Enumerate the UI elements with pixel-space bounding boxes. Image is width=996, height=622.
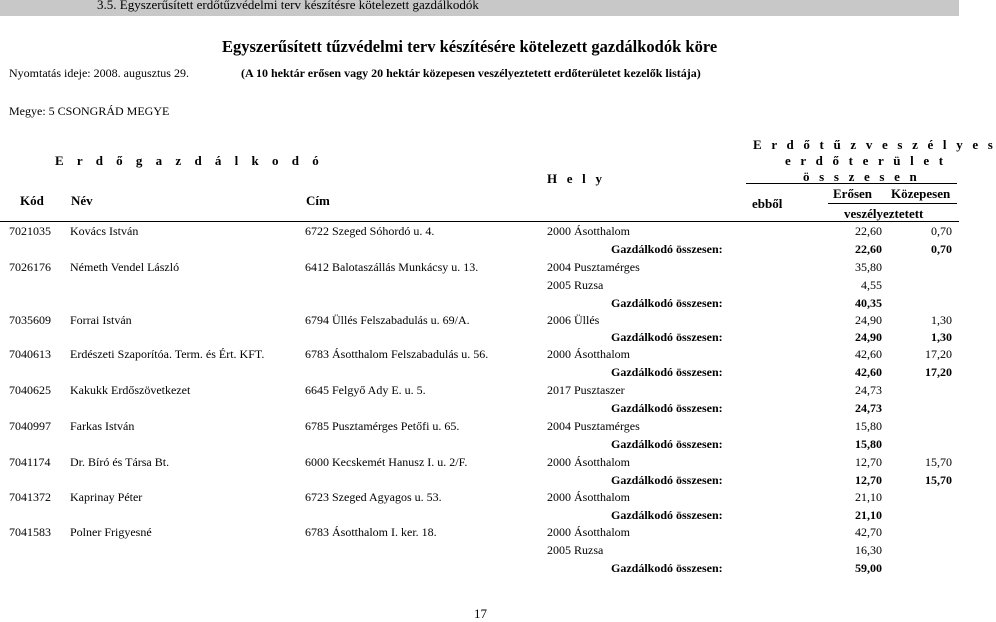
manager-name: Kakukk Erdőszövetkezet xyxy=(70,383,191,397)
manager-address: 6783 Ásotthalom I. ker. 18. xyxy=(305,525,437,539)
strong-value: 24,90 xyxy=(855,313,882,327)
manager-name: Forrai István xyxy=(70,313,132,327)
manager-name: Polner Frigyesné xyxy=(70,525,152,539)
strong-value: 42,70 xyxy=(855,525,882,539)
manager-code: 7041583 xyxy=(9,525,51,539)
manager-address: 6794 Üllés Felszabadulás u. 69/A. xyxy=(305,313,470,327)
strong-value: 42,60 xyxy=(855,347,882,361)
manager-name: Kovács István xyxy=(70,224,139,238)
manager-total-label: Gazdálkodó összesen: xyxy=(611,561,723,575)
manager-address: 6783 Ásotthalom Felszabadulás u. 56. xyxy=(305,347,489,361)
page-number: 17 xyxy=(474,606,487,621)
forest-place: 2000 Ásotthalom xyxy=(547,525,630,539)
strong-total: 24,73 xyxy=(855,401,882,415)
manager-total-label: Gazdálkodó összesen: xyxy=(611,296,723,310)
manager-code: 7041174 xyxy=(9,455,51,469)
forest-place: 2004 Pusztamérges xyxy=(547,419,640,433)
forest-place: 2017 Pusztaszer xyxy=(547,383,625,397)
page-subtitle: (A 10 hektár erősen vagy 20 hektár közepesen veszélyeztetett erdőterületet kezelők listája) xyxy=(241,66,701,80)
strong-value: 22,60 xyxy=(855,224,882,238)
medium-total: 0,70 xyxy=(931,242,952,256)
manager-code: 7040625 xyxy=(9,383,51,397)
header-managers: E r d ő g a z d á l k o d ó xyxy=(55,153,324,168)
manager-code: 7026176 xyxy=(9,260,51,274)
strong-value: 16,30 xyxy=(855,543,882,557)
strong-total: 22,60 xyxy=(855,242,882,256)
strong-total: 12,70 xyxy=(855,473,882,487)
medium-total: 1,30 xyxy=(931,330,952,344)
manager-total-label: Gazdálkodó összesen: xyxy=(611,473,723,487)
manager-total-label: Gazdálkodó összesen: xyxy=(611,508,723,522)
forest-place: 2006 Üllés xyxy=(547,313,600,327)
manager-code: 7041372 xyxy=(9,490,51,504)
page-title: Egyszerűsített tűzvédelmi terv készítésére kötelezett gazdálkodók köre xyxy=(222,37,718,56)
strong-total: 59,00 xyxy=(855,561,882,575)
section-heading: 3.5. Egyszerűsített erdőtűzvédelmi terv készítésre kötelezett gazdálkodók xyxy=(97,0,479,12)
header-code: Kód xyxy=(20,193,44,208)
header-name: Név xyxy=(71,193,93,208)
manager-name: Farkas István xyxy=(70,419,135,433)
header-strong: Erősen xyxy=(833,186,872,201)
forest-place: 2000 Ásotthalom xyxy=(547,455,630,469)
header-fire-area-1: E r d ő t ű z v e s z é l y e s xyxy=(753,137,996,152)
strong-value: 12,70 xyxy=(855,455,882,469)
strong-value: 21,10 xyxy=(855,490,882,504)
manager-code: 7040997 xyxy=(9,419,51,433)
manager-name: Kaprinay Péter xyxy=(70,490,143,504)
manager-address: 6645 Felgyő Ady E. u. 5. xyxy=(305,383,426,397)
header-divider xyxy=(0,221,959,222)
manager-total-label: Gazdálkodó összesen: xyxy=(611,242,723,256)
header-rule-upper xyxy=(746,183,957,184)
manager-address: 6722 Szeged Sóhordó u. 4. xyxy=(305,224,435,238)
manager-code: 7035609 xyxy=(9,313,51,327)
medium-value: 0,70 xyxy=(931,224,952,238)
manager-address: 6785 Pusztamérges Petőfi u. 65. xyxy=(305,419,460,433)
strong-total: 40,35 xyxy=(855,296,882,310)
manager-total-label: Gazdálkodó összesen: xyxy=(611,401,723,415)
header-of-which: ebből xyxy=(752,196,783,211)
forest-place: 2005 Ruzsa xyxy=(547,543,604,557)
forest-place: 2005 Ruzsa xyxy=(547,278,604,292)
strong-value: 35,80 xyxy=(855,260,882,274)
manager-address: 6412 Balotaszállás Munkácsy u. 13. xyxy=(305,260,479,274)
header-fire-area-2: e r d ő t e r ü l e t xyxy=(785,153,947,168)
forest-place: 2000 Ásotthalom xyxy=(547,347,630,361)
forest-place: 2000 Ásotthalom xyxy=(547,490,630,504)
manager-name: Dr. Bíró és Társa Bt. xyxy=(70,455,170,469)
strong-value: 4,55 xyxy=(861,278,882,292)
manager-name: Erdészeti Szaporítóa. Term. és Ért. KFT. xyxy=(70,347,265,361)
header-endangered: veszélyeztetett xyxy=(844,206,924,221)
medium-total: 17,20 xyxy=(925,365,952,379)
medium-value: 15,70 xyxy=(925,455,952,469)
medium-total: 15,70 xyxy=(925,473,952,487)
manager-total-label: Gazdálkodó összesen: xyxy=(611,437,723,451)
medium-value: 1,30 xyxy=(931,313,952,327)
print-date: Nyomtatás ideje: 2008. augusztus 29. xyxy=(9,66,189,80)
manager-total-label: Gazdálkodó összesen: xyxy=(611,330,723,344)
forest-place: 2004 Pusztamérges xyxy=(547,260,640,274)
manager-code: 7040613 xyxy=(9,347,51,361)
header-medium: Közepesen xyxy=(891,186,951,201)
strong-value: 24,73 xyxy=(855,383,882,397)
manager-address: 6000 Kecskemét Hanusz I. u. 2/F. xyxy=(305,455,468,469)
forest-place: 2000 Ásotthalom xyxy=(547,224,630,238)
manager-address: 6723 Szeged Agyagos u. 53. xyxy=(305,490,442,504)
strong-total: 42,60 xyxy=(855,365,882,379)
strong-total: 21,10 xyxy=(855,508,882,522)
strong-total: 24,90 xyxy=(855,330,882,344)
header-total: ö s s z e s e n xyxy=(803,169,920,184)
manager-total-label: Gazdálkodó összesen: xyxy=(611,365,723,379)
header-place: H e l y xyxy=(547,171,606,186)
county-label: Megye: 5 CSONGRÁD MEGYE xyxy=(9,104,170,118)
header-rule-lower xyxy=(828,203,957,204)
medium-value: 17,20 xyxy=(925,347,952,361)
strong-value: 15,80 xyxy=(855,419,882,433)
header-address: Cím xyxy=(306,193,330,208)
strong-total: 15,80 xyxy=(855,437,882,451)
manager-code: 7021035 xyxy=(9,224,51,238)
manager-name: Németh Vendel László xyxy=(70,260,180,274)
